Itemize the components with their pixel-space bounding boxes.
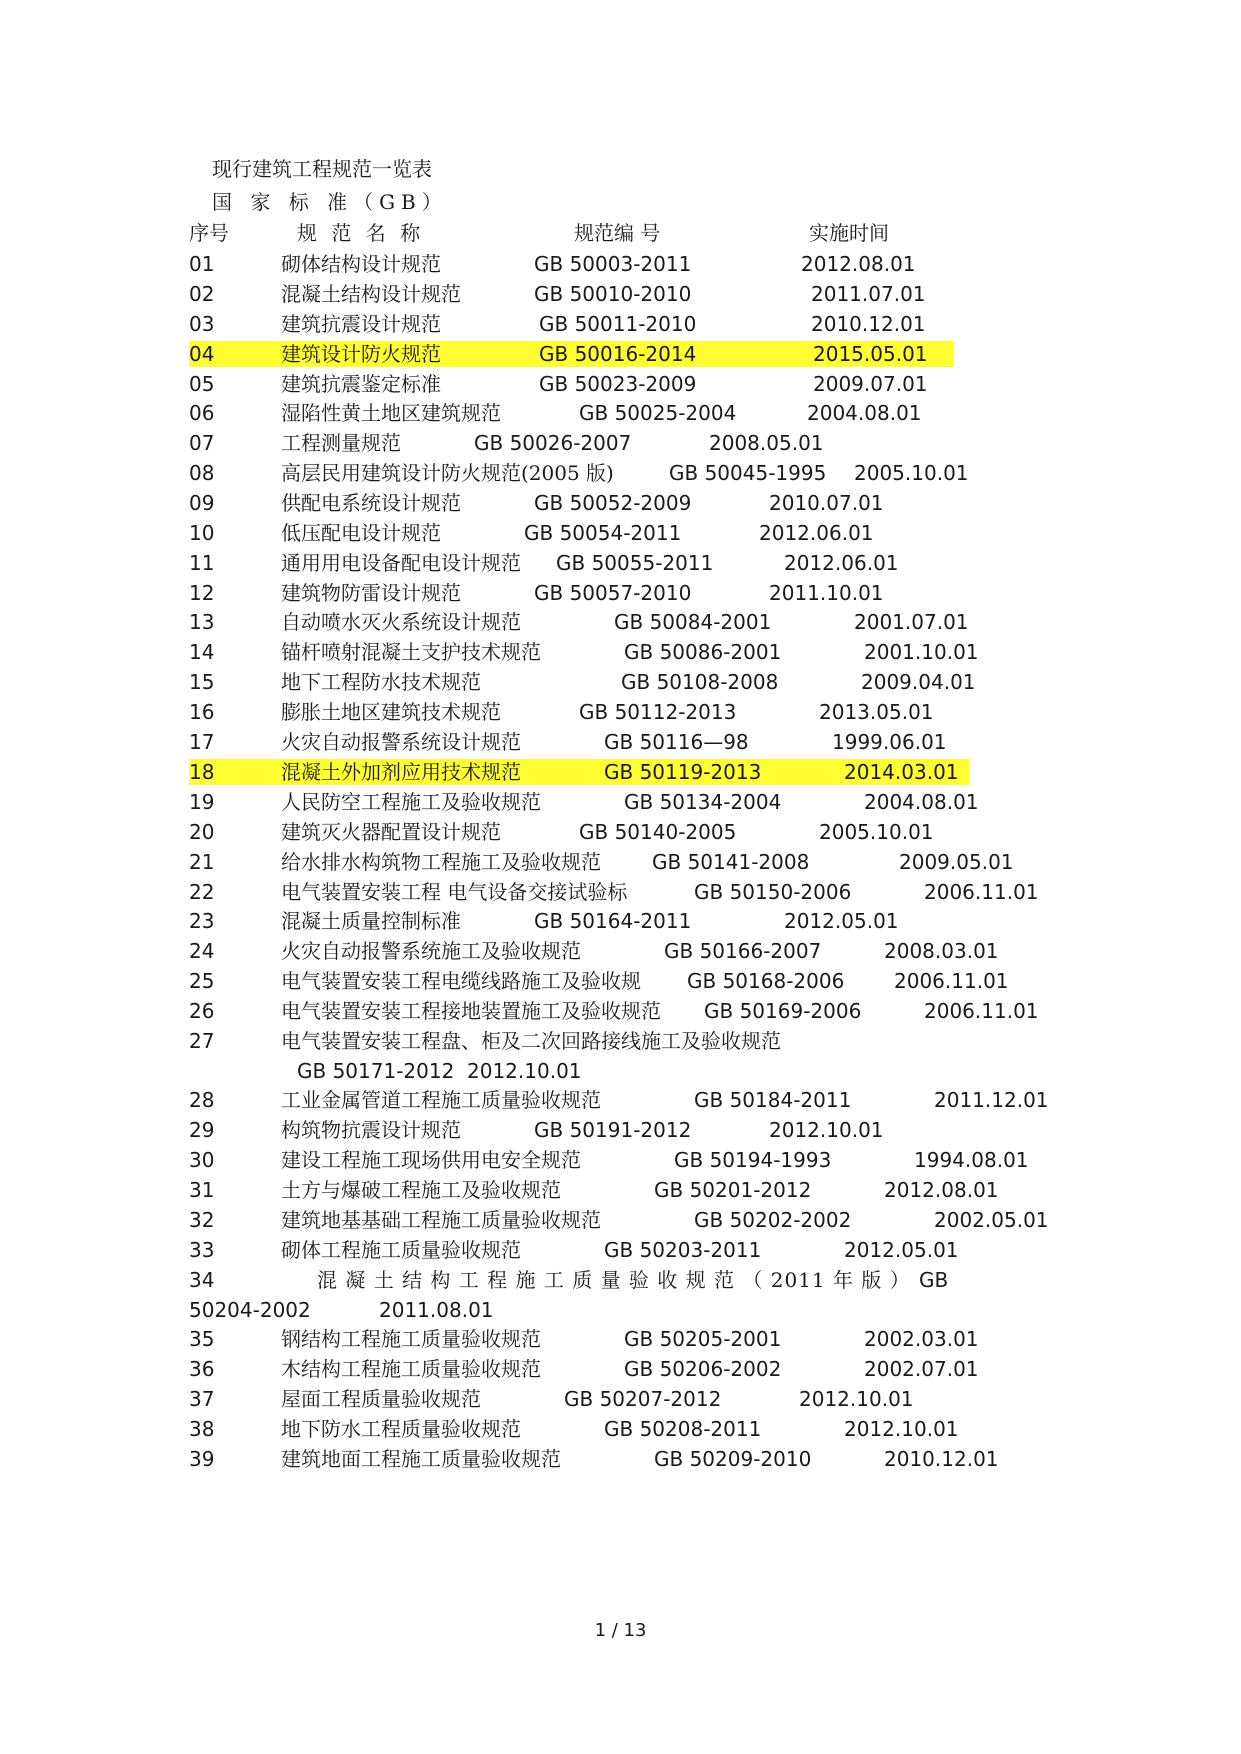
table-row: [189, 548, 1089, 578]
row-name: 湿陷性黄土地区建筑规范: [281, 401, 501, 425]
table-row: [189, 1026, 1089, 1083]
row-date: 2011.10.01: [769, 581, 884, 605]
row-name: 高层民用建筑设计防火规范(2005 版): [281, 461, 614, 485]
table-row: [189, 1324, 1089, 1354]
row-name: 混凝土外加剂应用技术规范: [281, 760, 521, 784]
row-code: GB 50011-2010: [539, 312, 697, 336]
row-name: 建筑抗震鉴定标准: [281, 372, 441, 396]
row-name: 钢结构工程施工质量验收规范: [281, 1327, 541, 1351]
row-date: 2002.07.01: [864, 1357, 979, 1381]
row-date: 2012.08.01: [801, 252, 916, 276]
row-index: 11: [189, 551, 215, 575]
row-index: 33: [189, 1238, 215, 1262]
row-index: 09: [189, 491, 215, 515]
row-code: GB 50116—98: [604, 730, 749, 754]
row-code: GB 50057-2010: [534, 581, 692, 605]
row-date: 2011.07.01: [811, 282, 926, 306]
row-code: GB 50205-2001: [624, 1327, 782, 1351]
row-code: GB 50026-2007: [474, 431, 632, 455]
row-index: 17: [189, 730, 215, 754]
row-code: GB 50025-2004: [579, 401, 737, 425]
row-code: GB 50052-2009: [534, 491, 692, 515]
table-row: [189, 1115, 1089, 1145]
row-code: GB 50010-2010: [534, 282, 692, 306]
row-index: 19: [189, 790, 215, 814]
row-index: 36: [189, 1357, 215, 1381]
row-date: 2008.05.01: [709, 431, 824, 455]
row-name: 工业金属管道工程施工质量验收规范: [281, 1088, 601, 1112]
row-index: 07: [189, 431, 215, 455]
table-row: [189, 339, 1089, 369]
table-row: [189, 458, 1089, 488]
row-code: GB 50150-2006: [694, 880, 852, 904]
row-name: 构筑物抗震设计规范: [281, 1118, 461, 1142]
row-index: 18: [189, 760, 215, 784]
row-date: 2009.07.01: [813, 372, 928, 396]
table-row: [189, 309, 1089, 339]
row-name: 给水排水构筑物工程施工及验收规范: [281, 850, 601, 874]
table-row: [189, 787, 1089, 817]
row-date: 2012.10.01: [844, 1417, 959, 1441]
header-name: 规 范 名 称: [297, 221, 425, 245]
row-date: 2006.11.01: [924, 880, 1039, 904]
row-name: 锚杆喷射混凝土支护技术规范: [281, 640, 541, 664]
row-name: 供配电系统设计规范: [281, 491, 461, 515]
row-index: 26: [189, 999, 215, 1023]
table-row: [189, 637, 1089, 667]
row-name: 土方与爆破工程施工及验收规范: [281, 1178, 561, 1202]
table-row: [189, 1265, 1089, 1322]
row-code: GB 50194-1993: [674, 1148, 832, 1172]
row-name: 地下工程防水技术规范: [281, 670, 481, 694]
table-row: [189, 1085, 1089, 1115]
row-index: 03: [189, 312, 215, 336]
row-name: 建筑抗震设计规范: [281, 312, 441, 336]
table-row: [189, 1414, 1089, 1444]
row-index: 05: [189, 372, 215, 396]
row-code: GB 50108-2008: [621, 670, 779, 694]
row-index: 12: [189, 581, 215, 605]
header-date: 实施时间: [809, 221, 889, 245]
row-index: 39: [189, 1447, 215, 1471]
table-row: [189, 607, 1089, 637]
row-index: 10: [189, 521, 215, 545]
table-row: [189, 727, 1089, 757]
row-name: 膨胀土地区建筑技术规范: [281, 700, 501, 724]
table-row: [189, 279, 1089, 309]
row-date: 2013.05.01: [819, 700, 934, 724]
row-code: GB 50206-2002: [624, 1357, 782, 1381]
row-code: GB 50119-2013: [604, 760, 762, 784]
row-name: 火灾自动报警系统设计规范: [281, 730, 521, 754]
table-row: [189, 518, 1089, 548]
row-name: 低压配电设计规范: [281, 521, 441, 545]
row-index: 32: [189, 1208, 215, 1232]
row-date: 2005.10.01: [854, 461, 969, 485]
row-date: 2010.12.01: [811, 312, 926, 336]
table-row: [189, 1205, 1089, 1235]
row-index: 34: [189, 1268, 215, 1292]
row-code: GB 50166-2007: [664, 939, 822, 963]
row-code: GB 50016-2014: [539, 342, 697, 366]
row-date: 2012.08.01: [884, 1178, 999, 1202]
row-name: 电气装置安装工程电缆线路施工及验收规: [281, 969, 641, 993]
table-row: [189, 1175, 1089, 1205]
row-code: GB 50003-2011: [534, 252, 692, 276]
row-date: 2012.06.01: [759, 521, 874, 545]
row-name: 工程测量规范: [281, 431, 401, 455]
row-index: 04: [189, 342, 215, 366]
row-code: GB 50055-2011: [556, 551, 714, 575]
row-code: GB 50045-1995: [669, 461, 827, 485]
row-code: GB 50208-2011: [604, 1417, 762, 1441]
table-header: [189, 218, 1089, 248]
row-code: GB 50164-2011: [534, 909, 692, 933]
row-name: 混凝土质量控制标准: [281, 909, 461, 933]
row-name: 建筑地基基础工程施工质量验收规范: [281, 1208, 601, 1232]
row-code: GB 50023-2009: [539, 372, 697, 396]
row-index: 37: [189, 1387, 215, 1411]
row-date: 1999.06.01: [832, 730, 947, 754]
row-index: 06: [189, 401, 215, 425]
row-index: 01: [189, 252, 215, 276]
row-index: 20: [189, 820, 215, 844]
row-code: GB 50207-2012: [564, 1387, 722, 1411]
row-index: 21: [189, 850, 215, 874]
row-index: 24: [189, 939, 215, 963]
row-index: 23: [189, 909, 215, 933]
table-row: [189, 936, 1089, 966]
row-name: 电气装置安装工程接地装置施工及验收规范: [281, 999, 661, 1023]
row-code: GB: [919, 1268, 949, 1292]
row-code: GB 50168-2006: [687, 969, 845, 993]
row-name: 通用用电设备配电设计规范: [281, 551, 521, 575]
row-name: 混 凝 土 结 构 工 程 施 工 质 量 验 收 规 范 （ 2011 年 版 ）: [317, 1268, 911, 1292]
row-index: 27: [189, 1029, 215, 1053]
table-row: [189, 757, 1089, 787]
row-code: GB 50140-2005: [579, 820, 737, 844]
row-index: 29: [189, 1118, 215, 1142]
row-name: 屋面工程质量验收规范: [281, 1387, 481, 1411]
row-date: 2002.05.01: [934, 1208, 1049, 1232]
row-name: 建筑设计防火规范: [281, 342, 441, 366]
table-row: [189, 369, 1089, 399]
row-code: GB 50134-2004: [624, 790, 782, 814]
row-code: GB 50141-2008: [652, 850, 810, 874]
table-row: [189, 428, 1089, 458]
row-date: 2006.11.01: [924, 999, 1039, 1023]
row-name: 电气装置安装工程盘、柜及二次回路接线施工及验收规范: [281, 1029, 781, 1053]
row-name: 地下防水工程质量验收规范: [281, 1417, 521, 1441]
row-code: GB 50112-2013: [579, 700, 737, 724]
row-date: 2006.11.01: [894, 969, 1009, 993]
row-index: 25: [189, 969, 215, 993]
row-date: 2010.07.01: [769, 491, 884, 515]
row-date: 2012.05.01: [784, 909, 899, 933]
row-name: 砌体结构设计规范: [281, 252, 441, 276]
row-date: 2015.05.01: [813, 342, 928, 366]
row-name: 混凝土结构设计规范: [281, 282, 461, 306]
row-date: 2004.08.01: [807, 401, 922, 425]
row-date: 2009.05.01: [899, 850, 1014, 874]
header-index: 序号: [189, 221, 229, 245]
table-row: [189, 398, 1089, 428]
table-row: [189, 578, 1089, 608]
row-index: 14: [189, 640, 215, 664]
row-name: 电气装置安装工程 电气设备交接试验标: [281, 880, 628, 904]
row-date: 2005.10.01: [819, 820, 934, 844]
table-row: [189, 1444, 1089, 1474]
row-date: 2008.03.01: [884, 939, 999, 963]
row-code: GB 50171-2012: [297, 1059, 455, 1083]
row-name: 建设工程施工现场供用电安全规范: [281, 1148, 581, 1172]
row-index: 02: [189, 282, 215, 306]
row-index: 15: [189, 670, 215, 694]
row-name: 砌体工程施工质量验收规范: [281, 1238, 521, 1262]
table-row: [189, 906, 1089, 936]
row-code: GB 50202-2002: [694, 1208, 852, 1232]
row-date: 2002.03.01: [864, 1327, 979, 1351]
table-row: [189, 249, 1089, 279]
row-date: 2012.10.01: [799, 1387, 914, 1411]
table-row: [189, 697, 1089, 727]
row-index: 16: [189, 700, 215, 724]
row-code: GB 50191-2012: [534, 1118, 692, 1142]
row-date: 2012.05.01: [844, 1238, 959, 1262]
row-name: 火灾自动报警系统施工及验收规范: [281, 939, 581, 963]
table-row: [189, 817, 1089, 847]
table-row: [189, 1145, 1089, 1175]
row-date: 2012.10.01: [467, 1059, 582, 1083]
table-row: [189, 1354, 1089, 1384]
row-code: GB 50184-2011: [694, 1088, 852, 1112]
row-index: 13: [189, 610, 215, 634]
row-code-continued: 50204-2002: [189, 1298, 311, 1322]
row-date: 2001.10.01: [864, 640, 979, 664]
row-index: 22: [189, 880, 215, 904]
row-date: 2001.07.01: [854, 610, 969, 634]
row-code: GB 50209-2010: [654, 1447, 812, 1471]
row-index: 35: [189, 1327, 215, 1351]
row-date: 2011.08.01: [379, 1298, 494, 1322]
table-row: [189, 966, 1089, 996]
row-date: 2004.08.01: [864, 790, 979, 814]
document-subtitle: 国 家 标 准（GB）: [212, 190, 448, 214]
row-date: 2012.10.01: [769, 1118, 884, 1142]
row-index: 28: [189, 1088, 215, 1112]
document-title: 现行建筑工程规范一览表: [212, 157, 432, 181]
row-code: GB 50054-2011: [524, 521, 682, 545]
row-index: 38: [189, 1417, 215, 1441]
row-date: 2009.04.01: [861, 670, 976, 694]
table-row: [189, 488, 1089, 518]
row-index: 31: [189, 1178, 215, 1202]
header-code: 规范编 号: [574, 221, 661, 245]
table-row: [189, 667, 1089, 697]
row-code: GB 50201-2012: [654, 1178, 812, 1202]
table-row: [189, 996, 1089, 1026]
table-row: [189, 1235, 1089, 1265]
row-date: 2012.06.01: [784, 551, 899, 575]
row-date: 2011.12.01: [934, 1088, 1049, 1112]
row-date: 2014.03.01: [844, 760, 959, 784]
row-date: 1994.08.01: [914, 1148, 1029, 1172]
row-name: 建筑物防雷设计规范: [281, 581, 461, 605]
page-number: 1 / 13: [594, 1620, 647, 1641]
table-row: [189, 847, 1089, 877]
row-name: 建筑地面工程施工质量验收规范: [281, 1447, 561, 1471]
row-name: 人民防空工程施工及验收规范: [281, 790, 541, 814]
row-code: GB 50169-2006: [704, 999, 862, 1023]
row-name: 建筑灭火器配置设计规范: [281, 820, 501, 844]
row-name: 木结构工程施工质量验收规范: [281, 1357, 541, 1381]
row-name: 自动喷水灭火系统设计规范: [281, 610, 521, 634]
table-row: [189, 1384, 1089, 1414]
table-row: [189, 877, 1089, 907]
row-code: GB 50203-2011: [604, 1238, 762, 1262]
row-code: GB 50086-2001: [624, 640, 782, 664]
row-date: 2010.12.01: [884, 1447, 999, 1471]
row-index: 30: [189, 1148, 215, 1172]
row-code: GB 50084-2001: [614, 610, 772, 634]
row-index: 08: [189, 461, 215, 485]
